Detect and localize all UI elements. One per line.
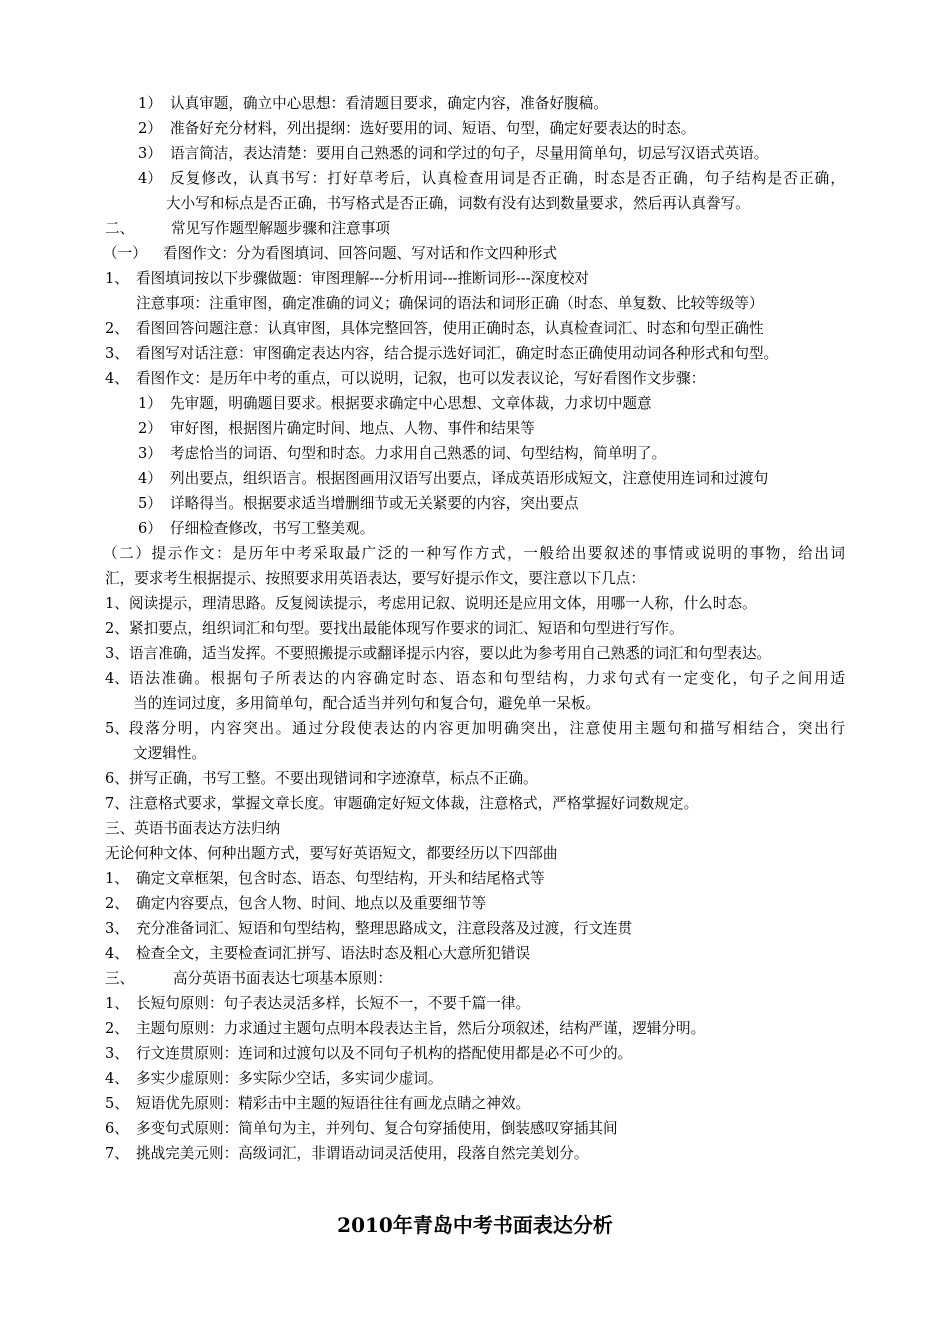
item-number: 3、 — [105, 1045, 129, 1062]
item-number: 3、 — [105, 920, 129, 937]
principle-item-6 — [0, 1117, 950, 1141]
step-3 — [0, 142, 950, 166]
item-text: 拼写正确，书写工整。不要出现错词和字迹潦草，标点不正确。 — [129, 770, 538, 787]
item-number: 2、 — [105, 1020, 129, 1037]
item-text: 挑战完美元则：高级词汇，非谓语动词灵活使用，段落自然完美划分。 — [136, 1145, 589, 1162]
section-3-heading — [0, 817, 950, 841]
item-text-continued: 当的连词过度，多用简单句，配合适当并列句和复合句，避免单一呆板。 — [133, 695, 601, 712]
item-number: 2、 — [105, 895, 129, 912]
principle-item-4 — [0, 1067, 950, 1091]
section-3-intro — [0, 842, 950, 866]
principle-item-2 — [0, 1017, 950, 1041]
item-number: 5、 — [105, 720, 129, 737]
item-text: 充分准备词汇、短语和句型结构，整理思路成文，注意段落及过渡，行文连贯 — [136, 920, 633, 937]
method-item-3 — [0, 917, 950, 941]
step-2 — [0, 117, 950, 141]
item-number: 2、 — [105, 320, 129, 337]
item-number: 5、 — [105, 1095, 129, 1112]
item-text: 多变句式原则：简单句为主，并列句、复合句穿插使用，倒装感叹穿插其间 — [136, 1120, 618, 1137]
step-text: 仔细检查修改，书写工整美观。 — [170, 520, 375, 537]
principle-item-5 — [0, 1092, 950, 1116]
step-number: 1） — [138, 95, 162, 112]
step-number: 4） — [138, 170, 162, 187]
item-text: 看图回答问题注意：认真审图，具体完整回答，使用正确时态，认真检查词汇、时态和句型正确性 — [136, 320, 764, 337]
subsection-2-intro — [0, 542, 950, 566]
item-text: 长短句原则：句子表达灵活多样，长短不一，不要千篇一律。 — [136, 995, 531, 1012]
principle-item-1 — [0, 992, 950, 1016]
section-2-heading — [0, 217, 950, 241]
item-number: 1、 — [105, 870, 129, 887]
item-number: 3、 — [105, 345, 129, 362]
picture-step-6 — [0, 517, 950, 541]
picture-item-3 — [0, 342, 950, 366]
principle-item-7 — [0, 1142, 950, 1166]
step-4 — [0, 167, 950, 191]
step-text-continued: 大小写和标点是否正确，书写格式是否正确，词数有没有达到数量要求，然后再认真誊写。 — [166, 195, 750, 212]
note-text: 注意事项：注重审图，确定准确的词义；确保词的语法和词形正确（时态、单复数、比较等级等） — [136, 295, 764, 312]
paragraph-text: （二）提示作文：是历年中考采取最广泛的一种写作方式，一般给出要叙述的事情或说明的事物，给出词 — [103, 545, 845, 562]
step-text: 考虑恰当的词语、句型和时态。力求用自己熟悉的词、句型结构，简单明了。 — [170, 445, 667, 462]
step-text: 列出要点，组织语言。根据图画用汉语写出要点，译成英语形成短文，注意使用连词和过渡句 — [170, 470, 769, 487]
section-title: 高分英语书面表达七项基本原则： — [173, 970, 392, 987]
document-title: 2010年青岛中考书面表达分析 — [337, 1213, 613, 1237]
step-number: 1） — [138, 395, 162, 412]
item-number: 4、 — [105, 670, 129, 687]
section-number: 二、 — [105, 220, 135, 237]
hint-item-1 — [0, 592, 950, 616]
item-number: 4、 — [105, 945, 129, 962]
method-item-1 — [0, 867, 950, 891]
item-text: 段落分明，内容突出。通过分段使表达的内容更加明确突出，注意使用主题句和描写相结合，突出行 — [129, 720, 845, 737]
section-4-heading — [0, 967, 950, 991]
item-text: 看图写对话注意：审图确定表达内容，结合提示选好词汇，确定时态正确使用动词各种形式和句型。 — [136, 345, 779, 362]
step-number: 2） — [138, 420, 162, 437]
item-text-continued: 文逻辑性。 — [133, 745, 206, 762]
hint-item-7 — [0, 792, 950, 816]
item-number: 1、 — [105, 270, 129, 287]
item-number: 4、 — [105, 1070, 129, 1087]
subsection-1-heading — [0, 242, 950, 266]
picture-step-1 — [0, 392, 950, 416]
step-number: 4） — [138, 470, 162, 487]
hint-item-3 — [0, 642, 950, 666]
picture-item-note — [0, 292, 950, 316]
item-number: 3、 — [105, 645, 129, 662]
item-number: 4、 — [105, 370, 129, 387]
principle-item-3 — [0, 1042, 950, 1066]
item-text: 紧扣要点，组织词汇和句型。要找出最能体现写作要求的词汇、短语和句型进行写作。 — [129, 620, 684, 637]
item-text: 多实少虚原则：多实际少空话，多实词少虚词。 — [136, 1070, 443, 1087]
item-number: 6、 — [105, 1120, 129, 1137]
picture-step-4 — [0, 467, 950, 491]
subsection-number: （一） — [103, 245, 147, 262]
hint-item-6 — [0, 767, 950, 791]
picture-item-2 — [0, 317, 950, 341]
paragraph-text: 汇，要求考生根据提示、按照要求用英语表达，要写好提示作文，要注意以下几点： — [105, 570, 645, 587]
hint-item-5-continued — [0, 742, 950, 766]
hint-item-4 — [0, 667, 950, 691]
step-4-continued — [0, 192, 950, 216]
item-number: 7、 — [105, 795, 129, 812]
step-text: 语言简洁，表达清楚：要用自己熟悉的词和学过的句子，尽量用简单句，切忌写汉语式英语。 — [170, 145, 769, 162]
step-text: 审好图，根据图片确定时间、地点、人物、事件和结果等 — [170, 420, 535, 437]
section-title: 三、英语书面表达方法归纳 — [105, 820, 281, 837]
picture-item-1 — [0, 267, 950, 291]
picture-step-3 — [0, 442, 950, 466]
item-number: 1、 — [105, 995, 129, 1012]
item-number: 1、 — [105, 595, 129, 612]
picture-item-4 — [0, 367, 950, 391]
hint-item-5 — [0, 717, 950, 741]
section-title: 常见写作题型解题步骤和注意事项 — [171, 220, 390, 237]
step-text: 先审题，明确题目要求。根据要求确定中心思想、文章体裁，力求切中题意 — [170, 395, 652, 412]
section-number: 三、 — [105, 970, 135, 987]
item-text: 检查全文，主要检查词汇拼写、语法时态及粗心大意所犯错误 — [136, 945, 531, 962]
paragraph-text: 无论何种文体、何种出题方式，要写好英语短文，都要经历以下四部曲 — [105, 845, 558, 862]
hint-item-4-continued — [0, 692, 950, 716]
hint-item-2 — [0, 617, 950, 641]
picture-step-2 — [0, 417, 950, 441]
step-number: 2） — [138, 120, 162, 137]
item-text: 主题句原则：力求通过主题句点明本段表达主旨，然后分项叙述，结构严谨，逻辑分明。 — [136, 1020, 706, 1037]
method-item-4 — [0, 942, 950, 966]
subsection-title: 看图作文：分为看图填词、回答问题、写对话和作文四种形式 — [163, 245, 558, 262]
item-text: 语言准确，适当发挥。不要照搬提示或翻译提示内容，要以此为参考用自己熟悉的词汇和句型表达。 — [129, 645, 772, 662]
item-text: 确定内容要点，包含人物、时间、地点以及重要细节等 — [136, 895, 487, 912]
item-number: 2、 — [105, 620, 129, 637]
item-text: 注意格式要求，掌握文章长度。审题确定好短文体裁，注意格式，严格掌握好词数规定。 — [129, 795, 699, 812]
method-item-2 — [0, 892, 950, 916]
item-text: 看图填词按以下步骤做题：审图理解---分析用词---推断词形---深度校对 — [136, 270, 590, 287]
step-1 — [0, 92, 950, 116]
step-number: 3） — [138, 145, 162, 162]
item-text: 短语优先原则：精彩击中主题的短语往往有画龙点睛之神效。 — [136, 1095, 531, 1112]
item-text: 确定文章框架，包含时态、语态、句型结构，开头和结尾格式等 — [136, 870, 545, 887]
item-text: 阅读提示，理清思路。反复阅读提示，考虑用记叙、说明还是应用文体，用哪一人称，什么时态。 — [129, 595, 757, 612]
item-text: 语法准确。根据句子所表达的内容确定时态、语态和句型结构，力求句式有一定变化，句子之间用适 — [129, 670, 845, 687]
item-number: 6、 — [105, 770, 129, 787]
step-number: 6） — [138, 520, 162, 537]
picture-step-5 — [0, 492, 950, 516]
step-text: 认真审题，确立中心思想：看清题目要求，确定内容，准备好腹稿。 — [170, 95, 608, 112]
step-number: 5） — [138, 495, 162, 512]
step-number: 3） — [138, 445, 162, 462]
item-number: 7、 — [105, 1145, 129, 1162]
step-text: 准备好充分材料，列出提纲：选好要用的词、短语、句型，确定好要表达的时态。 — [170, 120, 696, 137]
step-text: 详略得当。根据要求适当增删细节或无关紧要的内容，突出要点 — [170, 495, 579, 512]
subsection-2-intro-continued — [0, 567, 950, 591]
item-text: 行文连贯原则：连词和过渡句以及不同句子机构的搭配使用都是必不可少的。 — [136, 1045, 633, 1062]
step-text: 反复修改，认真书写：打好草考后，认真检查用词是否正确，时态是否正确，句子结构是否正确， — [170, 170, 845, 187]
item-text: 看图作文：是历年中考的重点，可以说明，记叙，也可以发表议论，写好看图作文步骤： — [136, 370, 706, 387]
